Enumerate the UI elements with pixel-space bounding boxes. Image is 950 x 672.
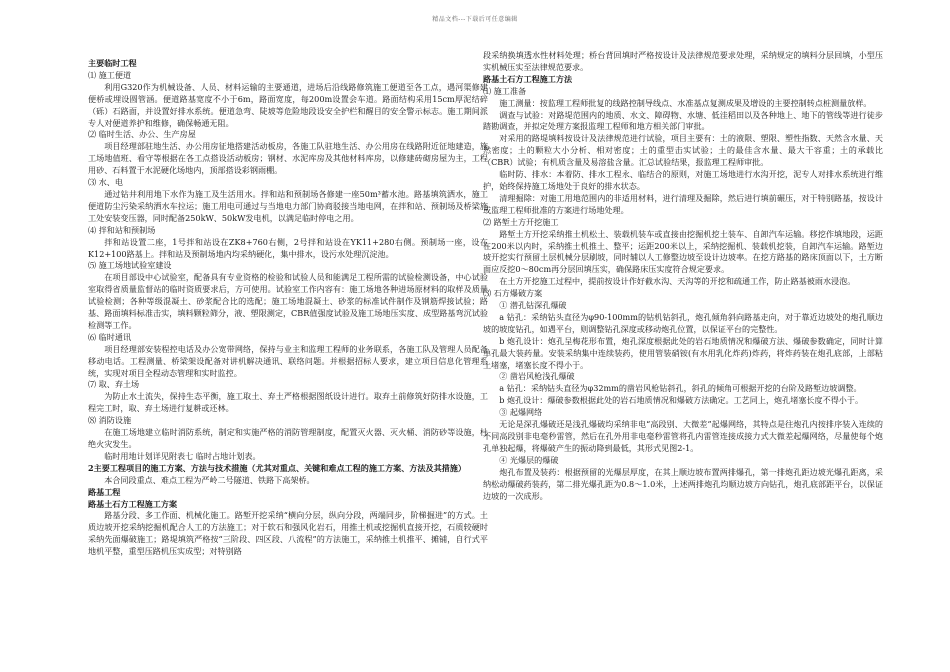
paragraph: 清理掘除：对施工用地范围内的非适用材料，进行清理及掘除，然后进行填前碾压，对于特别路基，按设计或监理工程师批准的方案进行场地处理。 [483,192,883,215]
paragraph: 调查与试验：对路堤范围内的地质、水文、障碍物、水塘、低洼稻田以及各种地上、地下的管线等进行徒步踏勘调查，并拟定处理方案报监理工程师和地方相关部门审批。 [483,109,883,132]
section-heading: 路基土石方工程施工方案 [88,498,178,509]
paragraph: 在项目部设中心试验室，配备具有专业资格的检验和试验人员和能满足工程所需的试验检测设备，中心试验室取得省质量监督站的临时资质要求后，方可使用。试验室工作内容有：施工场地各种进场原材料的取样及质量试验检测；各种等级混凝土、砂浆配合比的选配；施工场地混凝土、砂浆的标准试件制作及钢筋焊接试验；路基、路面填料标准击实，填料颗粒筛分，液、塑限测定，CBR值强度试验及施工场地压实度、成型路基弯沉试验检测等工作。 [88,272,488,330]
section-heading: 主要临时工程 [88,58,137,68]
paragraph: ⑵ 临时生活、办公、生产房屋 [88,129,196,140]
page-header: 精品文档---下载后可任意编辑 [432,16,518,23]
paragraph: 段采纳换填透水性材料处理；桥台背回填时严格按设计及法律规范要求处理，采纳规定的填料分层回填，小型压实机械压实至法律规范要求。 [483,50,883,72]
paragraph: ⑵ 路堑土方开挖施工 [483,216,559,227]
paragraph: ③ 起爆网络 [499,407,543,418]
paragraph: 临时防、排水：本着防、排水工程永、临结合的原则，对施工场地进行水沟开挖，泥专人对排水系统进行维护，始终保持施工场地处于良好的排水状态。 [483,169,883,191]
paragraph: ⑶ 石方爆破方案 [483,288,543,299]
paragraph: ⑹ 临时通讯 [88,331,132,342]
paragraph: 路基分段、多工作面、机械化施工。路堑开挖采纳“横向分层，纵向分段，两端同步，阶梯掘进”的方式。土质边坡开挖采纳挖掘机配合人工的方法施工；对于软石和强风化岩石，用推土机或挖掘机直接开挖，石质较硬时采纳先面爆破施工；路堤填筑严格按“三阶段、四区段、八流程”的方法施工，采纳推土机推平、摊铺，自行式平地机平整，重型压路机压实成型；对特别路 [88,510,488,557]
paragraph: ⑴ 施工便道 [88,69,132,80]
paragraph: ⑺ 取、弃土场 [88,379,140,390]
paragraph: 本合同段重点、难点工程为严岭二号隧道、铁路下高架桥。 [104,474,315,485]
right-column [483,50,883,502]
paragraph: 炮孔布置及装药：根据预留的光爆层厚度，在其上顺边坡布置两排爆孔，第一排炮孔距边坡光爆孔距离，采纳松动爆破药装药，第二排光爆孔距为0.8～1.0米，上述两排炮孔均顺边坡方向钻孔，炮孔底部距平台，以保证边坡的一次成形。 [483,466,883,501]
paragraph: 利用G320作为机械设备、人员、材料运输的主要通道，进场后沿线路修筑施工便道至各工点，遇河渠修建便桥或埋设圆管涵。便道路基宽度不小于6m，路面宽度，每200m设置会车道。路面结构采用15cm厚泥结碎（砾）石路面，并设置好排水系统。便道急弯、陡坡等危险地段设安全护栏和醒目的安全警示标志。施工期间派专人对便道养护和维修，确保畅通无阻。 [88,81,488,128]
paragraph: 临时用地计划详见附表七 临时占地计划表。 [104,450,261,461]
paragraph: ④ 光爆层的爆破 [499,454,559,465]
paragraph: 对采用的路堤填料按设计及法律规范进行试验，项目主要有：土的液限、塑限、塑性指数、天然含水量、天然密度；土的颗粒大小分析、相对密度；土的重型击实试验；土的最佳含水量、最大干容重；土的承载比（CBR）试验；有机质含量及易溶盐含量。汇总试验结果，报监理工程师审批。 [483,133,883,168]
paragraph: 路堑土方开挖采纳推土机松土、装载机装车或直接由挖掘机挖土装车、自卸汽车运输。移挖作填地段，运距在200米以内时，采纳推土机推土、整平；运距200米以上，采纳挖掘机、装载机挖装，自卸汽车运输。路堑边坡开挖实行预留土层机械分层刷坡，同时辅以人工修整边坡至设计边坡率。在挖方路基的路床顶面以下，土方断面应反挖0～80cm再分层回填压实，确保路床压实度符合规定要求。 [483,228,883,275]
section-heading: 路基工程 [88,486,121,497]
paragraph: 施工测量：按监理工程师批复的线路控制导线点、水准基点复测成果及增设的主要控制转点桩测量放样。 [499,97,872,108]
paragraph: 为防止水土流失，保持生态平衡，施工取土、弃土严格根据图纸设计进行。取弃土前修筑好防排水设施，工程完工时，取、弃土场进行复耕或还林。 [88,391,488,414]
paragraph: 无论是深孔爆破还是浅孔爆破均采纳非电“高段别、大微差”起爆网络，其特点是往炮孔内按排序装入连续的不同高段别非电毫秒雷管，然后在孔外用非电毫秒雷管将孔内雷管连接成接力式大微差起爆网络，尽量使每个炮孔单独起爆，将爆破产生的振动降到最低，其形式见图2-1。 [483,419,883,453]
paragraph: ⑻ 消防设施 [88,415,132,426]
paragraph: ② 凿岩风枪浅孔爆破 [499,371,575,382]
paragraph: ⑶ 水、电 [88,177,123,188]
paragraph: 项目经理部安装程控电话及办公宽带网络，保持与业主和监理工程师的业务联系，各施工队及管理人员配备移动电话。工程测量、桥梁架设配备对讲机解决通讯、联络问题。并根据招标人要求，建立项目信息化管理系统，实现对项目全程动态管理和实时监控。 [88,343,488,378]
section-heading: 路基土石方工程施工方法 [483,73,573,84]
paragraph: ① 潜孔钻深孔爆破 [499,300,567,311]
paragraph: ⑷ 拌和站和预制场 [88,224,156,235]
paragraph: 项目经理部驻地生活、办公用房征地搭建活动板房，各施工队驻地生活、办公用房在线路附近征地建造，施工场地值班、看守等根据在各工点搭设活动板房；钢材、水泥库房及其他材料库房，以修建砖砌房屋为主，工程用砂、石料置于水泥硬化场地内，顶部搭设彩钢雨棚。 [88,141,488,176]
paragraph: 在施工场地建立临时消防系统，制定和实施严格的消防管理制度，配置灭火器、灭火桶、消防砂等设施，杜绝火灾发生。 [88,427,488,449]
paragraph: b 炮孔设计：爆破参数根据此处的岩石地质情况和爆破方法确定。工艺同上，炮孔堵塞长度不得小于。 [499,395,864,406]
paragraph: ⑴ 施工准备 [483,85,527,96]
paragraph: a 钻孔：采纳钻头直径为φ90-100mm的钻机钻斜孔，炮孔倾角斜向路基走向，对于靠近边坡处的炮孔顺边坡的坡度钻孔，如遇平台，则调整钻孔深度或移动炮孔位置，以保证平台的完整性。 [483,311,883,334]
paragraph: b 炮孔设计：炮孔呈梅花形布置，炮孔深度根据此处的岩石地质情况和爆破方法、爆破参数确定，同时计算单孔最大装药量。安装采纳集中连续装药，使用管装硝铵(有水用乳化炸药)炸药，将炸药装在炮孔底部，上部粘土堵塞，堵塞长度不得小于。 [483,335,883,370]
paragraph: ⑸ 施工场地试验室建设 [88,260,172,271]
section-heading: 2主要工程项目的施工方案、方法与技术措施（尤其对重点、关键和难点工程的施工方案、方法及其措施） [88,462,466,473]
paragraph: 在土方开挖施工过程中，提前按设计作好截水沟、天沟等的开挖和疏通工作，防止路基被雨水浸泡。 [499,276,856,287]
paragraph: a 钻孔：采纳钻头直径为φ32mm的凿岩风枪钻斜孔，斜孔的倾角可根据开挖的台阶及路堑边坡调整。 [499,383,862,394]
paragraph: 拌和站设置二座，1号拌和站设在ZK8+760右侧，2号拌和站设在YK11+280右侧。预制场一座，设在K12+100路基上。拌和站及预制场地内均采纳硬化，集中排水，设污水处理沉淀池。 [88,236,488,259]
left-column [88,58,488,558]
paragraph: 通过钻井利用地下水作为施工及生活用水。拌和站和预制场各修建一座50m³蓄水池。路基填筑洒水，施工便道防尘污染采纳洒水车拉运；施工用电可通过与当地电力部门协商驳接当地电网，在拌和站、预制场及桥梁施工处安装变压器，同时配备250kW、50kW发电机，以满足临时停电之用。 [88,188,488,223]
